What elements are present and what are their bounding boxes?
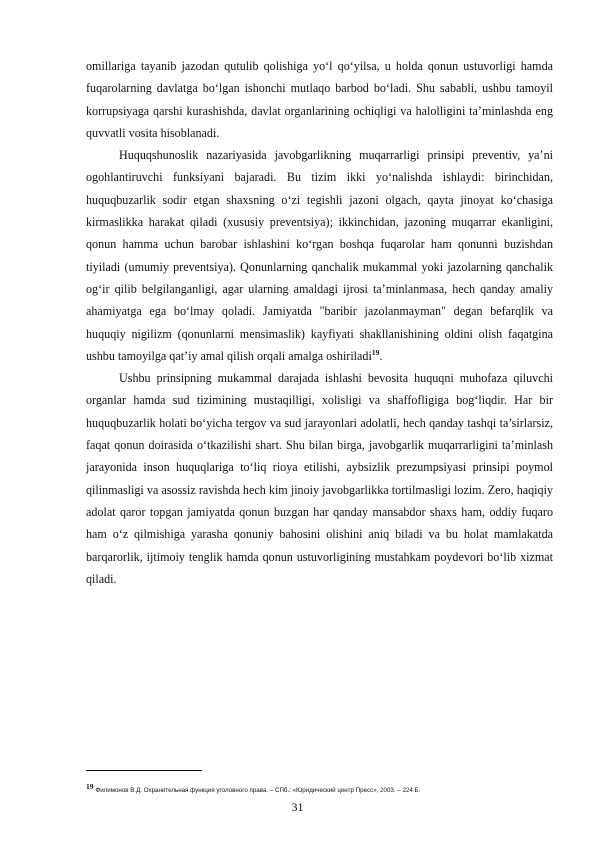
paragraph-2: Huquqshunoslik nazariyasida javobgarlikning muqarrarligi prinsipi preventiv, ya’ni ogohlantiruvchi funksiyani bajaradi. Bu tizim ikki yo‘nalishda ishlaydi: birinchidan, huquqbuzarlik sodir etgan shaxsning o‘zi tegishli jazoni olgach, qayta jinoyat ko‘chasiga kirmaslikka harakat qiladi (xususiy preventsiya); ikkinchidan, jazoning muqarrar ekanligini, qonun hamma uchun barobar ishlashini ko‘rgan boshqa fuqarolar ham qonunni buzishdan tiyiladi (umumiy preventsiya). Qonunlarning qanchalik mukammal yoki jazolarning qanchalik og‘ir qilib belgilanganligi, agar ularning amaldagi ijrosi ta’minlanmasa, hech qanday amaliy ahamiyatga ega bo‘lmay qoladi. Jamiyatda "baribir jazolanmayman" degan befarqlik va huquqiy nigilizm (qonunlarni mensimaslik) kayfiyati shakllanishining oldini olish faqatgina ushbu tamoyilga qat’iy amal qilish orqali amalga oshiriladi$^{19}$.: [86, 148, 553, 363]
page-number: 31: [291, 800, 304, 814]
paragraph-3: Ushbu prinsipning mukammal darajada ishlashi bevosita huquqni muhofaza qiluvchi organlar hamda sud tizimining mustaqilligi, xolisligi va shaffofligiga bog‘liqdir. Har bir huquqbuzarlik holati bo‘yicha tergov va sud jarayonlari adolatli, hech qanday tashqi ta’sirlarsiz, faqat qonun doirasida o‘tkazilishi shart. Shu bilan birga, javobgarlik muqarrarligini ta’minlash jarayonida inson huquqlariga to‘liq rioya etilishi, aybsizlik prezumpsiyasi prinsipi poymol qilinmasligi va asossiz ravishda hech kim jinoiy javobgarlikka tortilmasligi lozim. Zero, haqiqiy adolat qaror topgan jamiyatda qonun buzgan har qanday mansabdor shaxs ham, oddiy fuqaro ham o‘z qilmishiga yarasha qonuniy bahosini olishini aniq biladi va bu holat mamlakatda barqarorlik, ijtimoiy tenglik hamda qonun ustuvorligining mustahkam poydevori bo‘lib xizmat qiladi.: [86, 371, 553, 586]
footnote-separator: [86, 770, 202, 771]
footnote-number: 19: [86, 781, 94, 791]
paragraph-1: omillariga tayanib jazodan qutulib qolishiga yo‘l qo‘yilsa, u holda qonun ustuvorligi hamda fuqarolarning davlatga bo‘lgan ishonchi mutlaqo barbod bo‘ladi. Shu sababli, ushbu tamoyil korrupsiyaga qarshi kurashishda, davlat organlarining ochiqligi va halolligini ta’minlashda eng quvvatli vosita hisoblanadi.: [86, 59, 553, 140]
body-text: [86, 55, 553, 590]
footnote-reference[interactable]: 19: [371, 347, 380, 357]
paragraph-2-text: Huquqshunoslik nazariyasida javobgarlikning muqarrarligi prinsipi preventiv, ya’ni ogohlantiruvchi funksiyani bajaradi. Bu tizim ikki yo‘nalishda ishlaydi: birinchidan, huquqbuzarlik sodir etgan shaxsning o‘zi tegishli jazoni olgach, qayta jinoyat ko‘chasiga kirmaslikka harakat qiladi (xususiy preventsiya); ikkinchidan, jazoning muqarrar ekanligini, qonun hamma uchun barobar ishlashini ko‘rgan boshqa fuqarolar ham qonunni buzishdan tiyiladi (umumiy preventsiya). Qonunlarning qanchalik mukammal yoki jazolarning qanchalik og‘ir qilib belgilanganligi, agar ularning amaldagi ijrosi ta’minlanmasa, hech qanday amaliy ahamiyatga ega bo‘lmay qoladi. Jamiyatda "baribir jazolanmayman" degan befarqlik va huquqiy nigilizm (qonunlarni mensimaslik) kayfiyati shakllanishining oldini olish faqatgina ushbu tamoyilga qat’iy amal qilish orqali amalga oshiriladi: [86, 148, 553, 363]
footnote-text: Филимонов В.Д. Охранительная функция уголовного права. – СПб.: «Юридический центр Пресс», 2003. – 224 Б.: [95, 787, 421, 794]
footnote: [86, 781, 553, 795]
